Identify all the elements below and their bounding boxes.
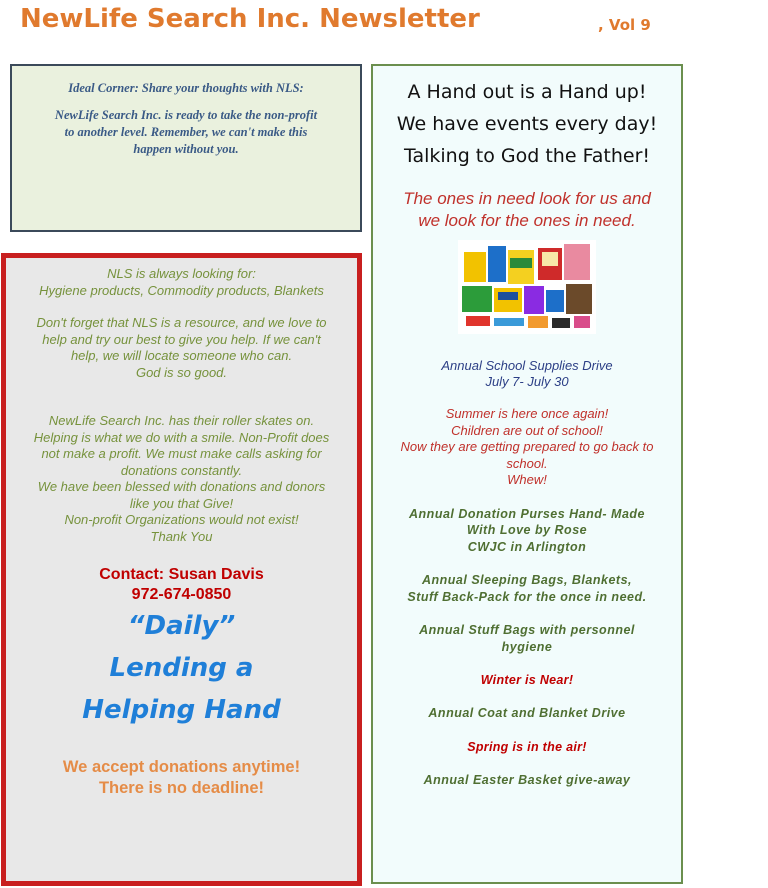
purses-event-line: CWJC in Arlington [467,539,587,554]
roller-line: Helping is what we do with a smile. Non-Profit does [33,429,330,445]
resource-line: help and try our best to give you help. If we can't [42,331,321,347]
looking-for-line: Hygiene products, Commodity products, Blankets [39,282,324,298]
contact-phone[interactable]: 972-674-0850 [131,586,232,603]
headline-line: Talking to God the Father! [403,145,651,167]
purses-event-line: Annual Donation Purses Hand- Made [409,506,645,521]
contact-name: Contact: Susan Davis [99,566,264,583]
school-drive-dates: July 7- July 30 [485,374,569,389]
accept-donations-line: We accept donations anytime! [62,758,301,776]
resource-line: God is so good. [135,364,228,380]
headline-line: A Hand out is a Hand up! [407,81,647,103]
summer-line: school. [506,455,548,471]
stuff-bags-event-line: hygiene [501,639,553,654]
school-drive-title: Annual School Supplies Drive [441,358,613,373]
summer-line: Now they are getting prepared to go back to [400,439,654,454]
summer-line: Children are out of school! [451,422,603,438]
ideal-corner-line: to another level. Remember, we can't make this [64,125,308,139]
winter-notice: Winter is Near! [480,673,574,687]
summer-line: Whew! [507,472,547,487]
purses-event-line: With Love by Rose [466,523,588,537]
school-supplies-image [458,240,596,334]
slogan-lending: Lending a [109,653,254,683]
newsletter-title: NewLife Search Inc. Newsletter [20,4,480,34]
ones-in-need-text [373,188,681,232]
events-panel [371,64,683,884]
donations-panel [1,253,362,886]
resource-line: Don't forget that NLS is a resource, and we love to [36,315,327,330]
roller-line: Non-profit Organizations would not exist! [64,512,299,527]
roller-line: like you that Give! [129,495,234,511]
ideal-corner-line: happen without you. [133,142,239,156]
headline-line: We have events every day! [396,113,658,135]
volume-label: , Vol 9 [598,16,651,34]
slogan-daily: “Daily” [127,611,236,641]
ideal-corner-box [10,64,362,232]
roller-line: NewLife Search Inc. has their roller skates on. [48,413,315,428]
sleeping-bags-event-line: Stuff Back-Pack for the once in need. [407,589,647,604]
summer-line: Summer is here once again! [445,406,609,421]
ideal-corner-line: NewLife Search Inc. is ready to take the non-profit [54,108,318,122]
ones-in-need-line: The ones in need look for us and [403,189,651,208]
roller-line: Thank You [150,528,213,544]
slogan-helping-hand: Helping Hand [82,695,281,725]
roller-line: We have been blessed with donations and donors [37,479,326,494]
easter-basket-event: Annual Easter Basket give-away [423,772,631,787]
roller-line: donations constantly. [120,462,243,478]
resource-line: help, we will locate someone who can. [70,348,293,363]
coat-drive-event: Annual Coat and Blanket Drive [428,706,626,720]
spring-notice: Spring is in the air! [467,739,587,754]
looking-for-line: NLS is always looking for: [107,266,256,281]
ideal-corner-title: Ideal Corner: Share your thoughts with NLS: [68,81,304,95]
roller-line: not make a profit. We must make calls asking for [41,446,322,461]
stuff-bags-event-line: Annual Stuff Bags with personnel [419,623,635,637]
sleeping-bags-event-line: Annual Sleeping Bags, Blankets, [422,573,632,587]
ones-in-need-line: we look for the ones in need. [418,211,636,230]
school-supplies-illustration [458,240,596,334]
no-deadline-line: There is no deadline! [98,779,265,797]
